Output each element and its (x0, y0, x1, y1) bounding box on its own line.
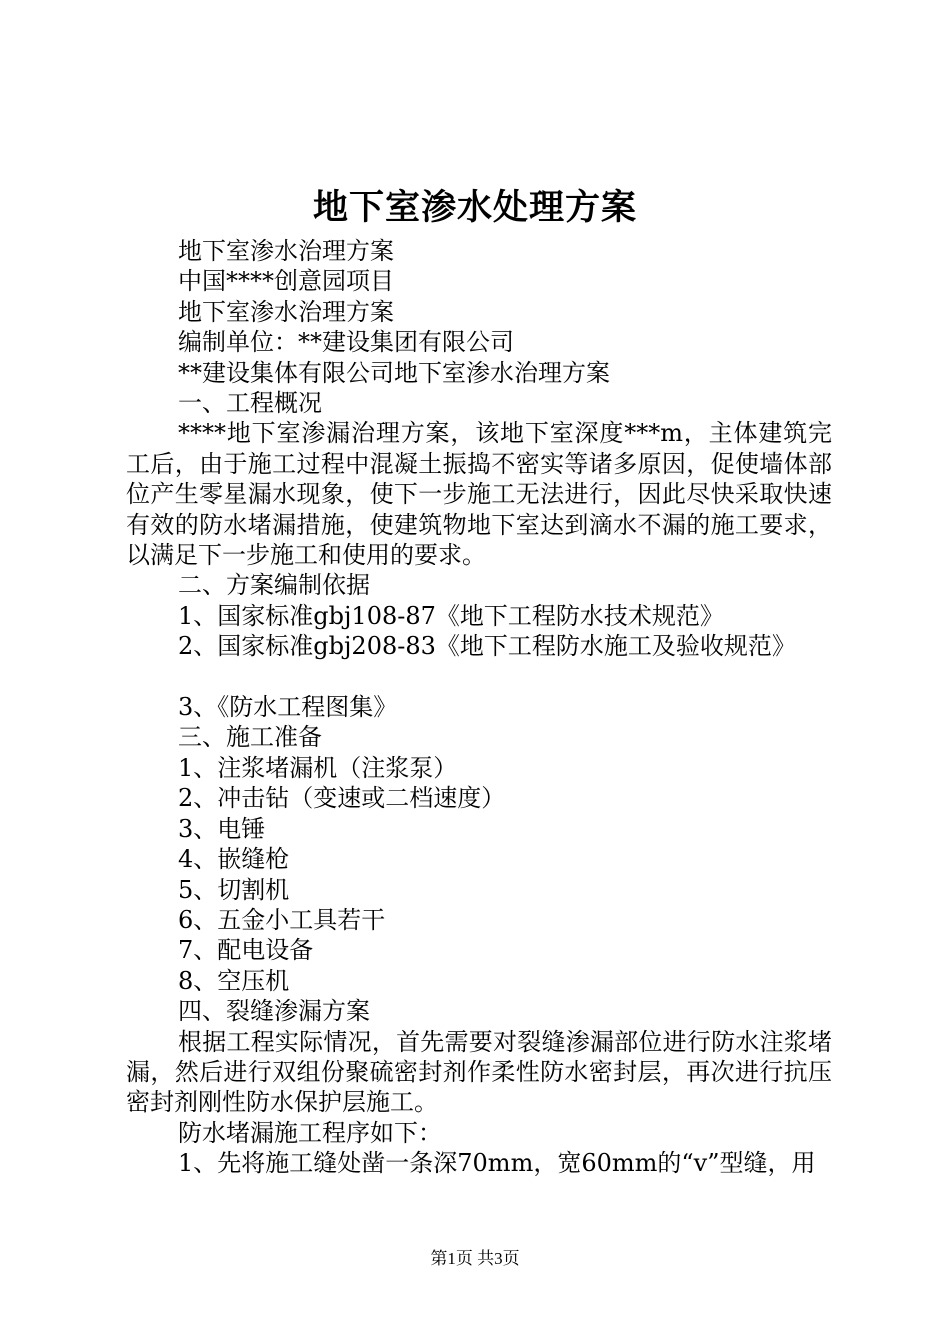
list-item: 7、配电设备 (178, 936, 314, 965)
list-item: 4、嵌缝枪 (178, 845, 290, 874)
section-heading: 一、工程概况 (178, 389, 322, 418)
list-item: 2、国家标准gbj208-83《地下工程防水施工及验收规范》 (178, 632, 796, 661)
list-item: 6、五金小工具若干 (178, 905, 386, 934)
list-item: 2、冲击钻（变速或二档速度） (178, 784, 506, 813)
paragraph: 中国****创意园项目 (178, 267, 394, 296)
paragraph: **建设集体有限公司地下室渗水治理方案 (178, 358, 610, 387)
section-heading: 三、施工准备 (178, 723, 322, 752)
paragraph: 根据工程实际情况，首先需要对裂缝渗漏部位进行防水注浆堵漏，然后进行双组份聚硫密封剂作柔性防水密封层，再次进行抗压密封剂刚性防水保护层施工。 (126, 1027, 832, 1117)
section-heading: 四、裂缝渗漏方案 (178, 997, 370, 1026)
paragraph: 防水堵漏施工程序如下： (178, 1118, 442, 1147)
paragraph: 编制单位：**建设集团有限公司 (178, 328, 514, 357)
page-footer: 第1页 共3页 (430, 1249, 520, 1268)
list-item: 3、电锤 (178, 814, 266, 843)
blank-line (126, 662, 832, 692)
paragraph: ****地下室渗漏治理方案，该地下室深度***m，主体建筑完工后，由于施工过程中混凝土振捣不密实等诸多原因，促使墙体部位产生零星漏水现象，使下一步施工无法进行，因此尽快采取快速有效的防水堵漏措施，使建筑物地下室达到滴水不漏的施工要求，以满足下一步施工和使用的要求。 (126, 419, 832, 570)
list-item: 1、先将施工缝处凿一条深70mm，宽60mm的“v”型缝，用 (178, 1149, 816, 1178)
list-item: 5、切割机 (178, 875, 290, 904)
document-body (126, 236, 832, 1179)
paragraph: 地下室渗水治理方案 (178, 237, 394, 265)
paragraph: 地下室渗水治理方案 (178, 297, 394, 326)
list-item: 3、《防水工程图集》 (178, 693, 398, 722)
list-item: 1、国家标准gbj108-87《地下工程防水技术规范》 (178, 601, 724, 630)
list-item: 1、注浆堵漏机（注浆泵） (178, 753, 458, 782)
document-title: 地下室渗水处理方案 (312, 188, 637, 228)
section-heading: 二、方案编制依据 (178, 571, 370, 600)
list-item: 8、空压机 (178, 966, 290, 995)
